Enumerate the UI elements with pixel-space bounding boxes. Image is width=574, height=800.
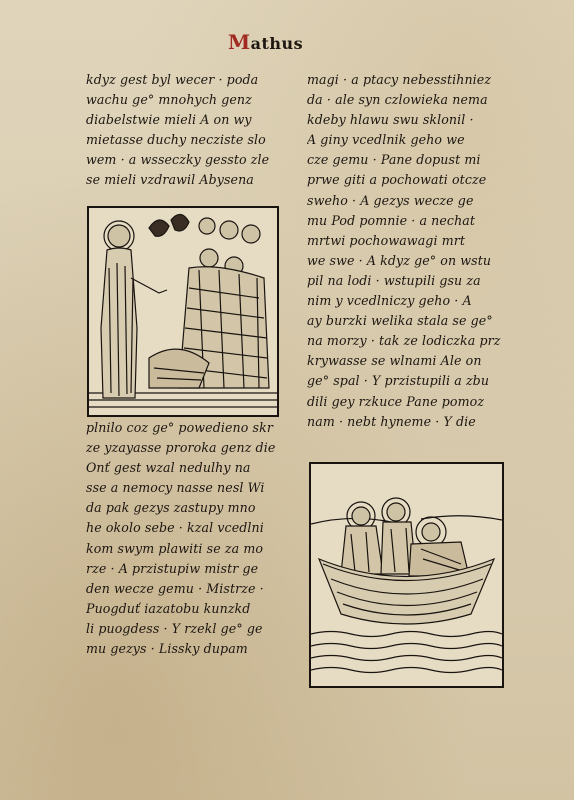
text-line: mu gezys · Lissky dupam [86, 641, 248, 657]
text-line: mietasse duchy necziste slo [86, 132, 266, 148]
text-line: ay burzki welika stala se ge° [307, 313, 493, 329]
text-line: diabelstwie mieli A on wy [86, 112, 252, 128]
text-line: kom swym plawiti se za mo [86, 540, 264, 556]
text-line: pil na lodi · wstupili gsu za [307, 272, 481, 288]
right-column [307, 70, 505, 432]
text-line: sweho · A gezys wecze ge [307, 192, 474, 208]
text-line: ze yzayasse proroka genz die [86, 440, 276, 456]
text-line: den wecze gemu · Mistrze · [86, 580, 264, 596]
left-column [86, 70, 284, 191]
text-line: kdeby hlawu swu sklonil · [307, 112, 474, 128]
text-line: magi · a ptacy nebesstihniez [307, 72, 492, 87]
text-line: mu Pod pomnie · a nechat [307, 212, 476, 228]
text-line: nim y vcedlniczy geho · A [307, 293, 472, 309]
running-head-text: athus [250, 34, 304, 53]
text-line: na morzy · tak ze lodiczka prz [307, 333, 501, 349]
text-line: rze · A przistupiw mistr ge [86, 560, 259, 576]
woodcut-boat-storm [309, 462, 504, 688]
text-line: da · ale syn czlowieka nema [307, 92, 488, 108]
text-line: li puogdess · Y rzekl ge° ge [86, 620, 263, 636]
text-line: prwe giti a pochowati otcze [307, 172, 487, 188]
text-line: da pak gezys zastupy mno [86, 500, 256, 516]
text-line: se mieli vzdrawil Abysena [86, 172, 254, 188]
text-line: we swe · A kdyz ge° on wstu [307, 252, 492, 268]
text-line: Puogduť iazatobu kunzkd [86, 600, 251, 616]
text-line: kdyz gest byl wecer · poda [86, 72, 259, 87]
text-line: plnilo coz ge° powedieno skr [86, 420, 273, 435]
text-line: wachu ge° mnohych genz [86, 92, 252, 108]
text-line: nam · nebt hyneme · Y die [307, 413, 476, 429]
woodcut-christ-healing [87, 206, 279, 417]
text-line: cze gemu · Pane dopust mi [307, 152, 481, 168]
text-line: he okolo sebe · kzal vcedlni [86, 520, 264, 536]
text-line: A giny vcedlnik geho we [307, 132, 465, 148]
running-head [228, 30, 303, 54]
running-head-initial: M [228, 30, 251, 54]
text-line: Onť gest wzal nedulhy na [86, 460, 251, 476]
text-line: wem · a wsseczky gessto zle [86, 152, 270, 168]
text-line: ge° spal · Y przistupili a zbu [307, 373, 490, 389]
text-line: krywasse se wlnami Ale on [307, 353, 482, 369]
text-line: mrtwi pochowawagi mrt [307, 232, 466, 248]
text-line: sse a nemocy nasse nesl Wi [86, 480, 265, 496]
left-column-lower [86, 418, 284, 659]
text-line: dili gey rzkuce Pane pomoz [307, 393, 485, 409]
